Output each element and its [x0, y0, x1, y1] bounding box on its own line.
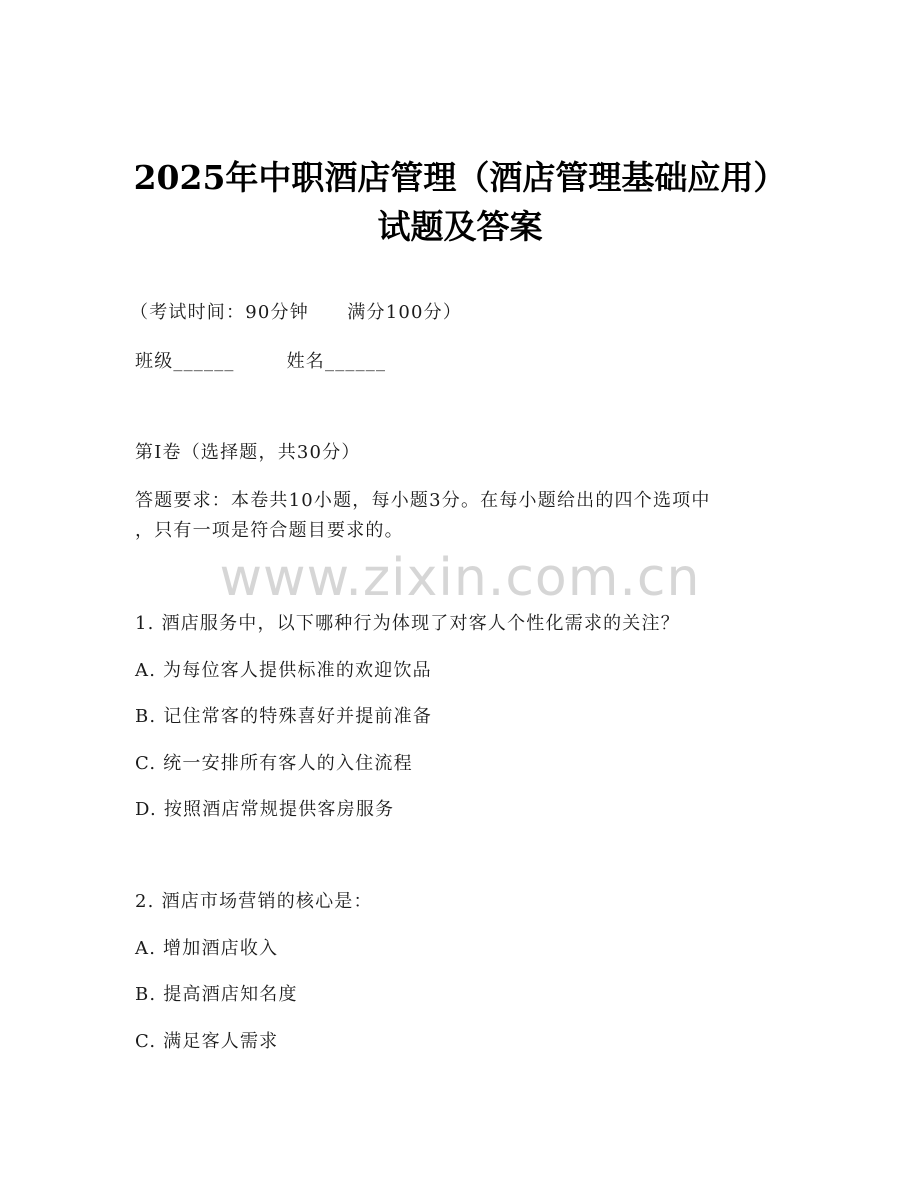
question-1-option-a: A. 为每位客人提供标准的欢迎饮品	[135, 660, 432, 681]
watermark: www.zixin.com.cn	[219, 548, 701, 608]
document-title-line-2: 试题及答案	[377, 207, 543, 246]
question-1-stem: 1. 酒店服务中，以下哪种行为体现了对客人个性化需求的关注？	[135, 613, 680, 634]
question-2-option-c: C. 满足客人需求	[135, 1031, 279, 1052]
question-1-option-b: B. 记住常客的特殊喜好并提前准备	[135, 706, 433, 727]
question-2-option-b: B. 提高酒店知名度	[135, 984, 298, 1005]
class-field: 班级______	[135, 351, 235, 372]
section-requirement-line-2: ，只有一项是符合题目要求的。	[135, 520, 404, 541]
exam-info: （考试时间：90分钟 满分100分）	[130, 302, 463, 323]
name-field: 姓名______	[286, 351, 387, 372]
section-requirement-line-1: 答题要求：本卷共10小题，每小题3分。在每小题给出的四个选项中	[135, 490, 711, 511]
student-fields	[135, 350, 386, 374]
question-1-option-d: D. 按照酒店常规提供客房服务	[135, 799, 395, 820]
section-heading: 第I卷（选择题，共30分）	[135, 442, 361, 463]
question-2-option-a: A. 增加酒店收入	[135, 938, 279, 959]
question-1-option-c: C. 统一安排所有客人的入住流程	[135, 753, 413, 774]
question-2-stem: 2. 酒店市场营销的核心是：	[135, 891, 373, 912]
document-title-line-1: 2025年中职酒店管理（酒店管理基础应用）	[133, 158, 787, 197]
